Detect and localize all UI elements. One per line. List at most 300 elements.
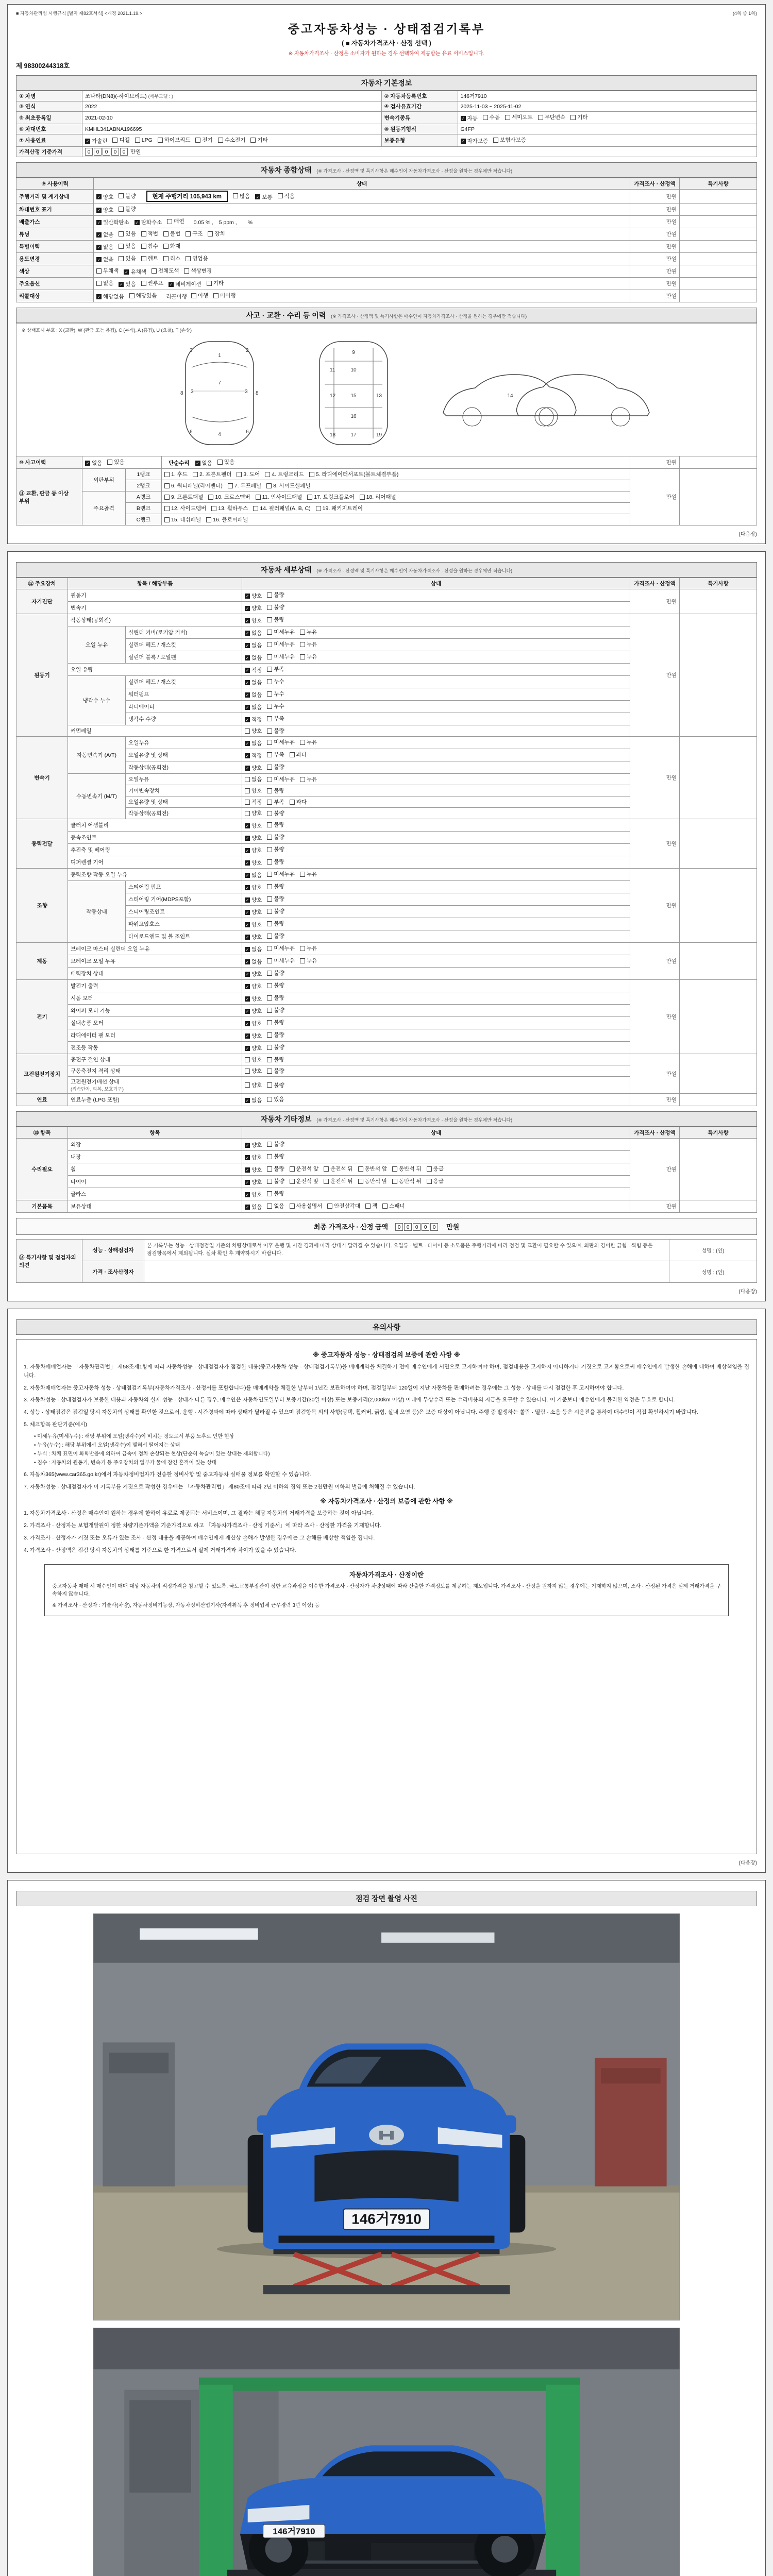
unchecked-box-icon (267, 872, 272, 877)
checkbox-option[interactable] (327, 1202, 360, 1210)
checkbox-option[interactable] (208, 230, 225, 238)
checkbox-option[interactable] (267, 665, 284, 673)
checkbox-option[interactable] (300, 775, 317, 783)
inspector-role: 성능 · 상태점검자 (82, 1240, 144, 1261)
checkbox-option[interactable] (207, 279, 224, 287)
inspector-signature[interactable]: 성명 : (인) (669, 1240, 757, 1261)
checkbox-option[interactable] (245, 982, 262, 990)
checkbox-option[interactable] (245, 666, 262, 674)
unchecked-box-icon (267, 1069, 272, 1074)
checkbox-label: 부족 (274, 666, 284, 672)
unchecked-box-icon (267, 946, 272, 951)
checkbox-option[interactable] (186, 255, 208, 262)
checkbox-option[interactable] (267, 1067, 284, 1075)
etc-col-note: 특기사항 (680, 1127, 757, 1139)
checkbox-option[interactable] (245, 1081, 262, 1089)
checkbox-option[interactable] (290, 1177, 319, 1185)
part-label: 오일유량 및 상태 (126, 749, 242, 761)
checkbox-option[interactable] (538, 113, 566, 121)
engine-type-value: G4FP (458, 124, 757, 134)
checkbox-option[interactable] (245, 970, 262, 978)
checkbox-option[interactable] (245, 1020, 262, 1027)
part-label: 브레이크 오일 누유 (68, 955, 242, 968)
checkbox-option[interactable] (267, 690, 284, 698)
checkbox-option[interactable] (119, 242, 136, 250)
checkbox-label: 불량 (274, 1057, 284, 1063)
checkbox-option[interactable] (267, 715, 284, 722)
checkbox-option[interactable] (267, 1031, 284, 1039)
checkbox-option[interactable] (163, 255, 180, 262)
unchecked-box-icon (427, 1166, 432, 1172)
checkbox-option[interactable] (164, 470, 188, 478)
checkbox-option[interactable] (267, 1190, 284, 1197)
checkbox-option[interactable] (427, 1165, 444, 1173)
rankA-parts (162, 492, 630, 503)
checkbox-option[interactable] (195, 459, 212, 467)
checkbox-label: 있음 (125, 256, 136, 262)
checkbox-option[interactable] (267, 763, 284, 771)
rankC-parts (162, 514, 630, 526)
checkbox-option[interactable] (570, 113, 587, 121)
checkbox-option[interactable] (245, 1154, 262, 1161)
checkbox-option[interactable] (392, 1165, 422, 1173)
unchecked-box-icon (267, 1020, 272, 1025)
checkbox-label: 양호 (103, 207, 114, 213)
amount-digit: 0 (404, 1223, 412, 1231)
lift-post-left (199, 2385, 233, 2576)
checkbox-option[interactable] (267, 798, 284, 806)
checkbox-option[interactable] (245, 1007, 262, 1015)
checkbox-option[interactable] (211, 504, 248, 512)
part-state (242, 893, 630, 906)
checkbox-option[interactable] (141, 230, 158, 238)
checkbox-option[interactable] (245, 884, 262, 891)
checkbox-option[interactable] (267, 907, 284, 915)
checkbox-option[interactable] (245, 809, 262, 817)
checkbox-option[interactable] (324, 1165, 353, 1173)
checkbox-option[interactable] (255, 193, 272, 201)
checkbox-option[interactable] (245, 629, 262, 637)
checkbox-option[interactable] (85, 137, 107, 145)
checkbox-option[interactable] (267, 1140, 284, 1148)
checkbox-option[interactable] (267, 845, 284, 853)
checkbox-option[interactable] (245, 617, 262, 624)
checkbox-option[interactable] (141, 279, 163, 287)
checkbox-option[interactable] (245, 798, 262, 806)
checked-box-icon: ✓ (245, 753, 249, 758)
unchecked-box-icon (164, 506, 170, 511)
item-state (94, 241, 630, 253)
detail-table (16, 578, 757, 1106)
part-label: 고전원전기배선 상태 (접속단자, 피복, 보호기구) (68, 1077, 242, 1094)
checkbox-label: 가솔린 (92, 138, 108, 144)
checkbox-option[interactable] (267, 957, 295, 964)
part-state (242, 968, 630, 980)
section-accident-title: 사고 · 교환 · 수리 등 이력 (246, 311, 326, 319)
checkbox-option[interactable] (267, 1153, 284, 1160)
checkbox-option[interactable] (245, 604, 262, 612)
checkbox-option[interactable] (96, 279, 113, 287)
checkbox-label: 있음 (224, 459, 235, 465)
checkbox-option[interactable] (267, 1019, 284, 1026)
checkbox-label: 14. 필러패널(A, B, C) (260, 505, 311, 512)
part-state (242, 1042, 630, 1054)
checkbox-option[interactable] (267, 1165, 284, 1173)
checkbox-option[interactable] (300, 957, 317, 964)
unchecked-box-icon (267, 1191, 272, 1196)
checkbox-option[interactable] (278, 192, 295, 200)
checkbox-option[interactable] (245, 859, 262, 867)
checkbox-option[interactable] (186, 230, 203, 238)
notice-subitem: • 침수 : 자동차의 원동기, 변속기 등 주요장치의 일부가 물에 잠긴 흔적이 있는 상태 (34, 1460, 217, 1466)
checkbox-option[interactable] (233, 192, 250, 200)
checkbox-label: 누유 (306, 871, 317, 877)
checkbox-option[interactable] (245, 764, 262, 772)
checkbox-label: 누유 (306, 654, 317, 660)
part-state (242, 918, 630, 930)
checkbox-option[interactable] (163, 242, 180, 250)
checkbox-option[interactable] (245, 846, 262, 854)
checked-box-icon: ✓ (245, 873, 249, 878)
summary-row (16, 204, 757, 216)
checkbox-option[interactable] (267, 920, 284, 927)
checkbox-option[interactable] (267, 603, 284, 611)
checkbox-option[interactable] (163, 230, 180, 238)
checkbox-option[interactable] (245, 1191, 262, 1198)
checkbox-option[interactable] (245, 703, 262, 711)
checkbox-option[interactable] (300, 870, 317, 878)
checkbox-option[interactable] (267, 640, 295, 648)
accident-history-options (82, 456, 162, 469)
checkbox-option[interactable] (245, 716, 262, 723)
checkbox-option[interactable] (237, 470, 260, 478)
checkbox-option[interactable] (461, 114, 478, 122)
definition-note: ※ 가격조사 · 산정자 : 기술사(차량), 자동차정비기능장, 자동차정비산업기사(자격취득 후 정비업체 근무경력 3년 이상) 등 (52, 1602, 320, 1608)
checkbox-option[interactable] (245, 1178, 262, 1186)
checkbox-option[interactable] (195, 136, 212, 144)
checkbox-option[interactable] (483, 113, 500, 121)
checkbox-option[interactable] (267, 628, 295, 636)
checkbox-label: 없음 (103, 257, 114, 263)
notice-item: 2. 가격조사 · 산정자는 보험개발원이 정한 차량기준가액을 기준가격으로 하고 「자동차가격조사 · 산정 기준서」에 따라 조사 · 산정한 가격을 기재합니다. (24, 1522, 382, 1529)
checkbox-option[interactable] (365, 1202, 377, 1210)
checkbox-option[interactable] (152, 267, 179, 275)
checkbox-option[interactable] (218, 136, 246, 144)
checkbox-option[interactable] (245, 1067, 262, 1075)
checkbox-label: 미세누유 (274, 654, 295, 660)
base-price-unit: 만원 (130, 149, 141, 155)
checkbox-option[interactable] (267, 994, 284, 1002)
checkbox-option[interactable] (245, 1056, 262, 1063)
part-label: 시동 모터 (68, 992, 242, 1005)
checkbox-option[interactable] (245, 945, 262, 953)
item-state (94, 290, 630, 302)
note-cell (680, 241, 757, 253)
checkbox-option[interactable] (324, 1177, 353, 1185)
checkbox-option[interactable] (245, 933, 262, 941)
checkbox-option[interactable] (167, 217, 184, 225)
checkbox-option[interactable] (245, 787, 262, 794)
appraiser-signature[interactable]: 성명 : (인) (669, 1261, 757, 1283)
checkbox-label: 9. 프론트패널 (171, 494, 204, 500)
checkbox-option[interactable] (266, 482, 311, 489)
checkbox-option[interactable] (290, 751, 307, 758)
checkbox-option[interactable] (245, 958, 262, 965)
checkbox-option[interactable] (245, 727, 262, 735)
checkbox-option[interactable] (253, 504, 310, 512)
checkbox-label: 미세누유 (274, 958, 295, 964)
part-state (242, 943, 630, 955)
checkbox-option[interactable] (228, 482, 261, 489)
unchecked-box-icon (267, 654, 272, 659)
checkbox-option[interactable] (382, 1202, 405, 1210)
checkbox-option[interactable] (107, 458, 124, 466)
unchecked-box-icon (208, 231, 213, 236)
checkbox-option[interactable] (267, 775, 295, 783)
checkbox-label: 불량 (274, 908, 284, 914)
checkbox-option[interactable] (245, 592, 262, 600)
unchecked-box-icon (483, 115, 488, 120)
checkbox-option[interactable] (245, 1044, 262, 1052)
checkbox-label: 양호 (251, 897, 262, 903)
checkbox-option[interactable] (267, 616, 284, 623)
checkbox-option[interactable] (316, 504, 363, 512)
checkbox-option[interactable] (124, 268, 146, 276)
checkbox-option[interactable] (245, 1166, 262, 1174)
checkbox-option[interactable] (85, 459, 102, 467)
checkbox-option[interactable] (267, 981, 284, 989)
checkbox-option[interactable] (158, 136, 191, 144)
unchecked-box-icon (300, 777, 305, 782)
checkbox-option[interactable] (169, 280, 201, 288)
checkbox-option[interactable] (300, 653, 317, 660)
checkbox-option[interactable] (164, 482, 223, 489)
part-label: 실린더 블록 / 오일팬 (126, 651, 242, 664)
checkbox-option[interactable] (267, 833, 284, 841)
checkbox-option[interactable] (267, 751, 284, 758)
checkbox-label: 양호 (251, 1082, 262, 1089)
checkbox-label: 누유 (306, 739, 317, 745)
checkbox-option[interactable] (250, 136, 267, 144)
checkbox-option[interactable] (267, 653, 295, 660)
next-page-marker: (다음장) (738, 1289, 757, 1295)
checkbox-option[interactable] (267, 1006, 284, 1014)
part-state (242, 832, 630, 844)
checkbox-option[interactable] (267, 1095, 284, 1103)
checkbox-option[interactable] (290, 1202, 323, 1210)
price-cell: 만원 (630, 737, 680, 819)
unchecked-box-icon (382, 1204, 388, 1209)
checkbox-label: 있음 (125, 281, 136, 287)
unchecked-box-icon (119, 207, 124, 212)
checkbox-option[interactable] (300, 944, 317, 952)
part-label: 실린더 커버(로커암 커버) (126, 626, 242, 639)
checkbox-option[interactable] (119, 280, 136, 288)
checkbox-option[interactable] (96, 193, 113, 201)
checkbox-option[interactable] (267, 858, 284, 866)
checkbox-option[interactable] (267, 895, 284, 903)
checked-box-icon: ✓ (245, 860, 249, 866)
checkbox-option[interactable] (164, 516, 201, 523)
summary-row (16, 190, 757, 204)
unchecked-box-icon (316, 506, 321, 511)
price-cell: 만원 (630, 456, 680, 469)
checkbox-option[interactable] (245, 1096, 262, 1104)
checkbox-option[interactable] (184, 267, 212, 275)
checkbox-option[interactable] (245, 834, 262, 842)
checkbox-option[interactable] (267, 883, 284, 890)
checkbox-option[interactable] (267, 821, 284, 828)
checkbox-option[interactable] (245, 679, 262, 686)
checkbox-label: 양호 (251, 1192, 262, 1198)
checkbox-option[interactable] (427, 1177, 444, 1185)
checkbox-label: 불량 (274, 604, 284, 611)
checkbox-option[interactable] (267, 944, 295, 952)
unchecked-box-icon (267, 934, 272, 939)
checkbox-option[interactable] (213, 292, 236, 299)
checkbox-option[interactable] (245, 641, 262, 649)
unchecked-box-icon (267, 1179, 272, 1184)
note-cell (680, 1139, 757, 1200)
checkbox-option[interactable] (217, 458, 234, 466)
detail-col-item: 항목 / 해당부품 (68, 578, 242, 589)
checkbox-option[interactable] (96, 293, 124, 300)
part-label: 워터펌프 (126, 688, 242, 701)
checkbox-option[interactable] (245, 1141, 262, 1149)
unchecked-box-icon (267, 1008, 272, 1013)
checkbox-option[interactable] (245, 1032, 262, 1040)
price-cell: 만원 (630, 1200, 680, 1213)
checked-box-icon: ✓ (245, 1205, 249, 1210)
checkbox-option[interactable] (309, 470, 399, 478)
checkbox-option[interactable] (265, 470, 304, 478)
checkbox-option[interactable] (129, 292, 157, 299)
category-label: 냉각수 누수 (68, 676, 126, 725)
checkbox-option[interactable] (358, 1165, 388, 1173)
checkbox-option[interactable] (96, 256, 113, 263)
unchecked-box-icon (267, 971, 272, 976)
checkbox-option[interactable] (208, 493, 250, 501)
checkbox-option[interactable] (267, 969, 284, 977)
unchecked-box-icon (96, 281, 102, 286)
checkbox-option[interactable] (96, 231, 113, 239)
checkbox-option[interactable] (141, 242, 158, 250)
checkbox-option[interactable] (96, 218, 129, 226)
checkbox-option[interactable] (245, 871, 262, 879)
checkbox-option[interactable] (193, 470, 231, 478)
checkbox-option[interactable] (267, 727, 284, 735)
checkbox-label: 양호 (251, 909, 262, 916)
part-state (242, 589, 630, 602)
unchecked-box-icon (493, 138, 498, 143)
checkbox-option[interactable] (135, 137, 153, 143)
checkbox-option[interactable] (493, 136, 526, 144)
unchecked-box-icon (538, 115, 543, 120)
checkbox-label: 영업용 (192, 256, 208, 262)
checkbox-option[interactable] (267, 1043, 284, 1051)
checkbox-option[interactable] (135, 218, 162, 226)
unchecked-box-icon (267, 679, 272, 684)
checkbox-option[interactable] (245, 995, 262, 1003)
checkbox-option[interactable] (245, 739, 262, 747)
item-label: 색상 (16, 265, 94, 278)
price-cell: 만원 (630, 1054, 680, 1094)
checkbox-option[interactable] (505, 113, 533, 121)
checkbox-option[interactable] (267, 1056, 284, 1063)
checkbox-option[interactable] (191, 292, 208, 299)
checkbox-option[interactable] (267, 1081, 284, 1089)
checkbox-option[interactable] (96, 243, 113, 251)
checkbox-option[interactable] (300, 738, 317, 746)
part-label: 실린더 헤드 / 개스킷 (126, 676, 242, 688)
checkbox-option[interactable] (256, 493, 303, 501)
checkbox-option[interactable] (300, 640, 317, 648)
checkbox-option[interactable] (245, 822, 262, 829)
checkbox-option[interactable] (358, 1177, 388, 1185)
summary-row (16, 278, 757, 290)
checkbox-option[interactable] (307, 493, 354, 501)
checkbox-option[interactable] (112, 136, 129, 144)
checkbox-option[interactable] (96, 267, 119, 275)
checkbox-label: 자가보증 (467, 138, 489, 144)
checkbox-option[interactable] (290, 798, 307, 806)
checkbox-option[interactable] (267, 809, 284, 817)
checkbox-option[interactable] (119, 230, 136, 238)
checkbox-label: 불량 (274, 592, 284, 598)
checkbox-option[interactable] (360, 493, 396, 501)
checkbox-option[interactable] (119, 192, 136, 200)
checkbox-option[interactable] (267, 870, 295, 878)
checkbox-option[interactable] (267, 932, 284, 940)
checkbox-option[interactable] (267, 1177, 284, 1185)
checkbox-option[interactable] (141, 255, 158, 262)
checkbox-option[interactable] (96, 206, 113, 214)
checked-box-icon: ✓ (245, 1180, 249, 1185)
checkbox-option[interactable] (245, 654, 262, 662)
checkbox-option[interactable] (245, 752, 262, 759)
checkbox-option[interactable] (290, 1165, 319, 1173)
unchecked-box-icon (365, 1204, 371, 1209)
checkbox-label: 불량 (274, 1032, 284, 1038)
checkbox-label: 18. 리어패널 (366, 494, 396, 500)
checkbox-option[interactable] (267, 702, 284, 710)
svg-text:8: 8 (180, 391, 183, 396)
checkbox-option[interactable] (245, 908, 262, 916)
checkbox-option[interactable] (119, 255, 136, 262)
checkbox-option[interactable] (267, 677, 284, 685)
checkbox-option[interactable] (392, 1177, 422, 1185)
part-label: 냉각수 수량 (126, 713, 242, 725)
checkbox-option[interactable] (461, 137, 489, 145)
checkbox-option[interactable] (267, 1202, 284, 1210)
checkbox-option[interactable] (267, 738, 295, 746)
unchecked-box-icon (300, 872, 305, 877)
checkbox-option[interactable] (245, 691, 262, 699)
checkbox-option[interactable] (267, 591, 284, 599)
checkbox-option[interactable] (245, 921, 262, 928)
checkbox-option[interactable] (245, 896, 262, 904)
checkbox-option[interactable] (300, 628, 317, 636)
checkbox-option[interactable] (164, 504, 206, 512)
checkbox-option[interactable] (267, 787, 284, 794)
unchecked-box-icon (505, 115, 510, 120)
checkbox-option[interactable] (206, 516, 248, 523)
part-state (242, 992, 630, 1005)
checkbox-option[interactable] (119, 205, 136, 213)
checkbox-option[interactable] (245, 1203, 262, 1211)
checkbox-option[interactable] (245, 775, 262, 783)
checkbox-option[interactable] (164, 493, 203, 501)
